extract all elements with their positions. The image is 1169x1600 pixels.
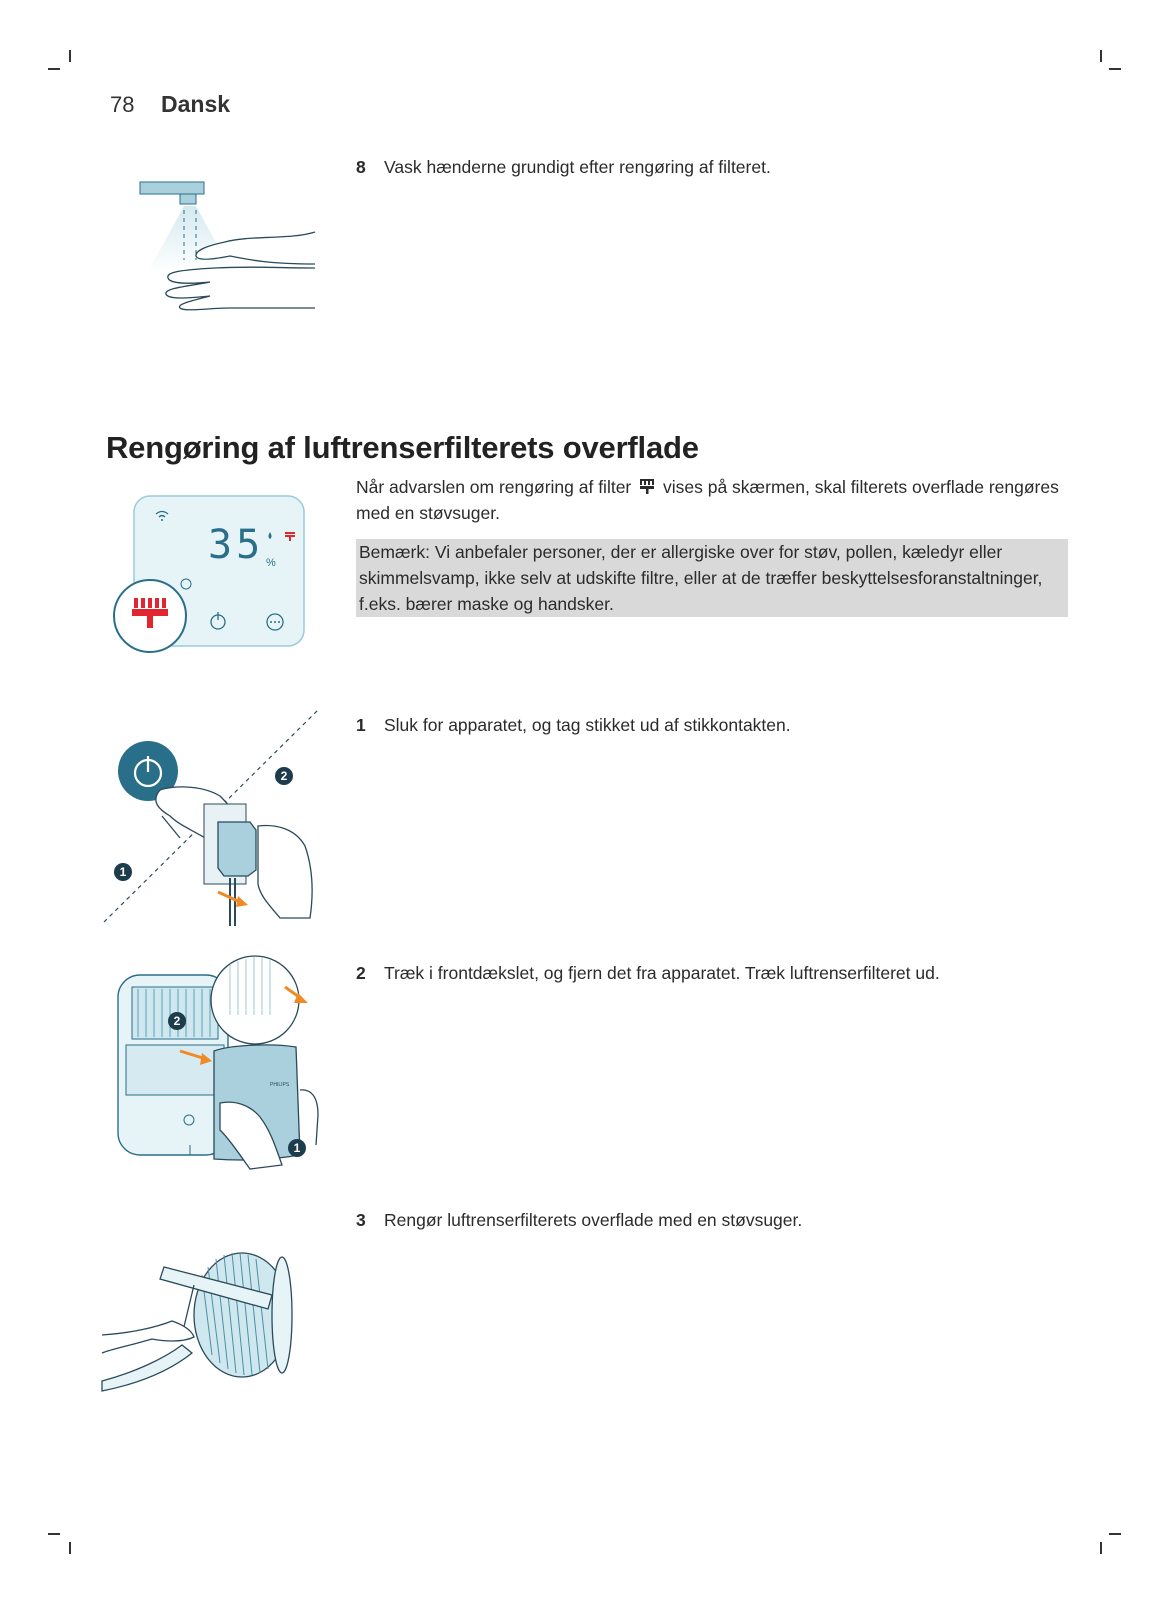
step-number: 3 (356, 1210, 366, 1230)
cover-brand-text: PHILIPS (270, 1082, 290, 1088)
crop-mark (69, 50, 71, 62)
crop-mark (1100, 50, 1102, 62)
badge-2 (275, 767, 293, 785)
crop-mark (1109, 68, 1121, 70)
step-text: Rengør luftrenserfilterets overflade med en støvsuger. (384, 1210, 803, 1230)
crop-mark (69, 1542, 71, 1554)
step-text: Sluk for apparatet, og tag stikket ud af stikkontakten. (384, 715, 791, 735)
display-reading: 35 (208, 522, 265, 568)
badge-text: 1 (293, 1141, 301, 1155)
crop-mark (1100, 1542, 1102, 1554)
hand-washing-illustration (140, 180, 330, 320)
step-text: Træk i frontdækslet, og fjern det fra apparatet. Træk luftrenserfilteret ud. (384, 963, 940, 983)
crop-mark (48, 68, 60, 70)
display-panel-illustration (108, 494, 308, 654)
power-unplug-drawing (100, 706, 322, 926)
badge-1 (114, 863, 132, 881)
badge-text: 1 (119, 865, 127, 879)
display-panel (108, 494, 308, 654)
remove-cover-illustration (110, 955, 328, 1175)
vacuum-filter-illustration (102, 1245, 302, 1395)
intro-text-before: Når advarslen om rengøring af filter (356, 477, 632, 497)
filter-clean-icon (638, 477, 656, 495)
badge-2 (168, 1012, 186, 1030)
note-box: Bemærk: Vi anbefaler personer, der er allergiske over for støv, pollen, kæledyr eller skimmelsvamp, ikke selv at udskifte filtre, eller at de træffer beskyttelsesforanstaltninger, f.eks. bærer maske og handsker. (356, 539, 1068, 617)
crop-mark (1109, 1533, 1121, 1535)
step-8 (356, 154, 771, 180)
step-number: 1 (356, 715, 366, 735)
badge-1 (288, 1139, 306, 1157)
section-title: Rengøring af luftrenserfilterets overflade (106, 430, 699, 465)
step-2 (356, 960, 940, 986)
badge-text: 2 (280, 769, 288, 783)
power-off-unplug-illustration (100, 706, 322, 926)
display-unit: % (266, 557, 276, 569)
step-text: Vask hænderne grundigt efter rengøring af filteret. (384, 157, 771, 177)
badge-text: 2 (173, 1014, 181, 1028)
page-language: Dansk (161, 91, 231, 117)
page-number: 78 (110, 92, 135, 117)
step-number: 2 (356, 963, 366, 983)
intro-paragraph (356, 474, 1076, 526)
crop-mark (48, 1533, 60, 1535)
step-3 (356, 1207, 802, 1233)
intro-text-after: vises på skærmen, skal filterets overflade rengøres med en støvsuger. (356, 477, 1059, 523)
step-number: 8 (356, 157, 366, 177)
step-1 (356, 712, 791, 738)
